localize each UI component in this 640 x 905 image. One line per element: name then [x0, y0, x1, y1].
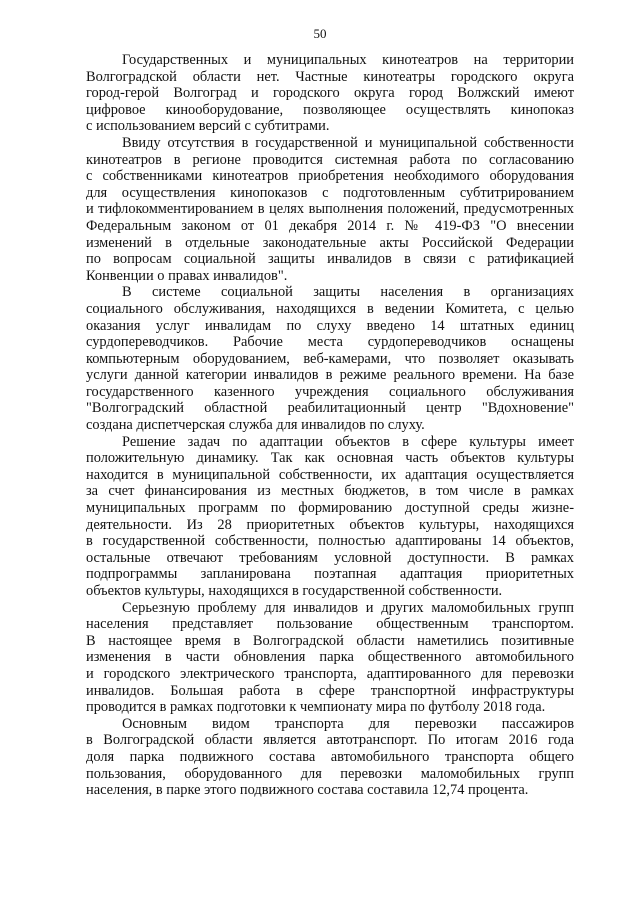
text-line: сурдопереводчиков. Рабочие места сурдопереводчиков оснащены — [86, 334, 574, 351]
text-line: для осуществления кинопоказов с подготовленным субтитрированием — [86, 184, 574, 201]
text-line: В настоящее время в Волгоградской области наметились позитивные — [86, 632, 574, 649]
text-line: объектов культуры, находящихся в государственной собственности. — [86, 583, 503, 599]
text-line: Серьезную проблему для инвалидов и других маломобильных групп — [122, 599, 574, 616]
text-line: с собственниками кинотеатров приобретения необходимого оборудования — [86, 168, 574, 185]
text-line: и тифлокомментированием в целях выполнения положений, предусмотренных — [86, 201, 574, 218]
text-line: город-герой Волгоград и городского округа город Волжский имеют — [86, 85, 574, 102]
text-line: компьютерным оборудованием, веб-камерами, что позволяет оказывать — [86, 350, 574, 367]
text-line: Государственных и муниципальных кинотеатров на территории — [122, 52, 574, 68]
text-line: по вопросам социальной защиты инвалидов в связи с ратификацией — [86, 251, 574, 268]
page-number: 50 — [313, 26, 327, 41]
text-line: и городского электрического транспорта, адаптированного для перевозки — [86, 665, 574, 682]
text-line: населения, в парке этого подвижного состава составила 12,74 процента. — [86, 782, 529, 799]
paragraph — [86, 434, 574, 600]
text-line: изменений в отдельные законодательные акты Российской Федерации — [86, 234, 574, 251]
text-line: Федеральным законом от 01 декабря 2014 г. № 419-ФЗ "О внесении — [86, 217, 574, 234]
text-line: находится в муниципальной собственности, их адаптация осуществляется — [86, 466, 574, 483]
paragraph — [86, 716, 574, 799]
paragraph — [86, 52, 574, 135]
text-line: цифровое кинооборудование, позволяющее осуществлять кинопоказ — [86, 101, 574, 118]
text-line: государственного казенного учреждения социального обслуживания — [86, 383, 574, 400]
text-line: Основным видом транспорта для перевозки пассажиров — [122, 715, 574, 732]
text-line: с использованием версий с субтитрами. — [86, 118, 330, 135]
text-line: Решение задач по адаптации объектов в сфере культуры имеет — [122, 433, 574, 450]
paragraph — [86, 135, 574, 284]
text-line: В системе социальной защиты населения в организациях — [122, 284, 574, 301]
text-line: остальные отвечают требованиям условной доступности. В рамках — [86, 549, 574, 566]
text-line: проводится в рамках подготовки к чемпионату мира по футболу 2018 года. — [86, 699, 546, 716]
text-line: положительную динамику. Так как основная часть объектов культуры — [86, 450, 574, 467]
text-line: в государственной собственности, полностью адаптированы 14 объектов, — [86, 533, 574, 550]
text-line: деятельности. Из 28 приоритетных объектов культуры, находящихся — [86, 516, 574, 533]
text-line: населения представляет пользование общественным транспортом. — [86, 616, 574, 633]
paragraph — [86, 284, 574, 433]
text-line: пользования, оборудованного для перевозки маломобильных групп — [86, 765, 574, 782]
text-line: Волгоградской области нет. Частные кинотеатры городского округа — [86, 68, 574, 85]
text-line: подпрограммы запланирована поэтапная адаптация приоритетных — [86, 566, 574, 583]
text-line: "Волгоградский областной реабилитационный центр "Вдохновение" — [86, 400, 574, 417]
text-line: доля парка подвижного состава автомобильного транспорта общего — [86, 748, 574, 765]
text-line: Конвенции о правах инвалидов". — [86, 267, 288, 284]
text-line: за счет финансирования из местных бюджетов, в том числе в рамках — [86, 483, 574, 500]
text-line: кинотеатров в регионе проводится системная работа по согласованию — [86, 151, 574, 168]
text-line: социального обслуживания, находящихся в ведении Комитета, с целью — [86, 300, 574, 317]
paragraph — [86, 600, 574, 716]
text-line: изменения в части обновления парка общественного автомобильного — [86, 649, 574, 666]
text-line: услуги данной категории инвалидов в режиме реального времени. На базе — [86, 367, 574, 384]
text-line: в Волгоградской области является автотранспорт. По итогам 2016 года — [86, 732, 574, 749]
text-line: создана диспетчерская служба для инвалидов по слуху. — [86, 417, 425, 434]
text-line: оказания услуг инвалидам по слуху введено 14 штатных единиц — [86, 317, 574, 334]
text-line: муниципальных программ по формированию доступной среды жизне- — [86, 500, 574, 517]
text-line: Ввиду отсутствия в государственной и муниципальной собственности — [122, 134, 574, 151]
document-body — [86, 52, 574, 799]
text-line: инвалидов. Большая работа в сфере транспортной инфраструктуры — [86, 682, 574, 699]
